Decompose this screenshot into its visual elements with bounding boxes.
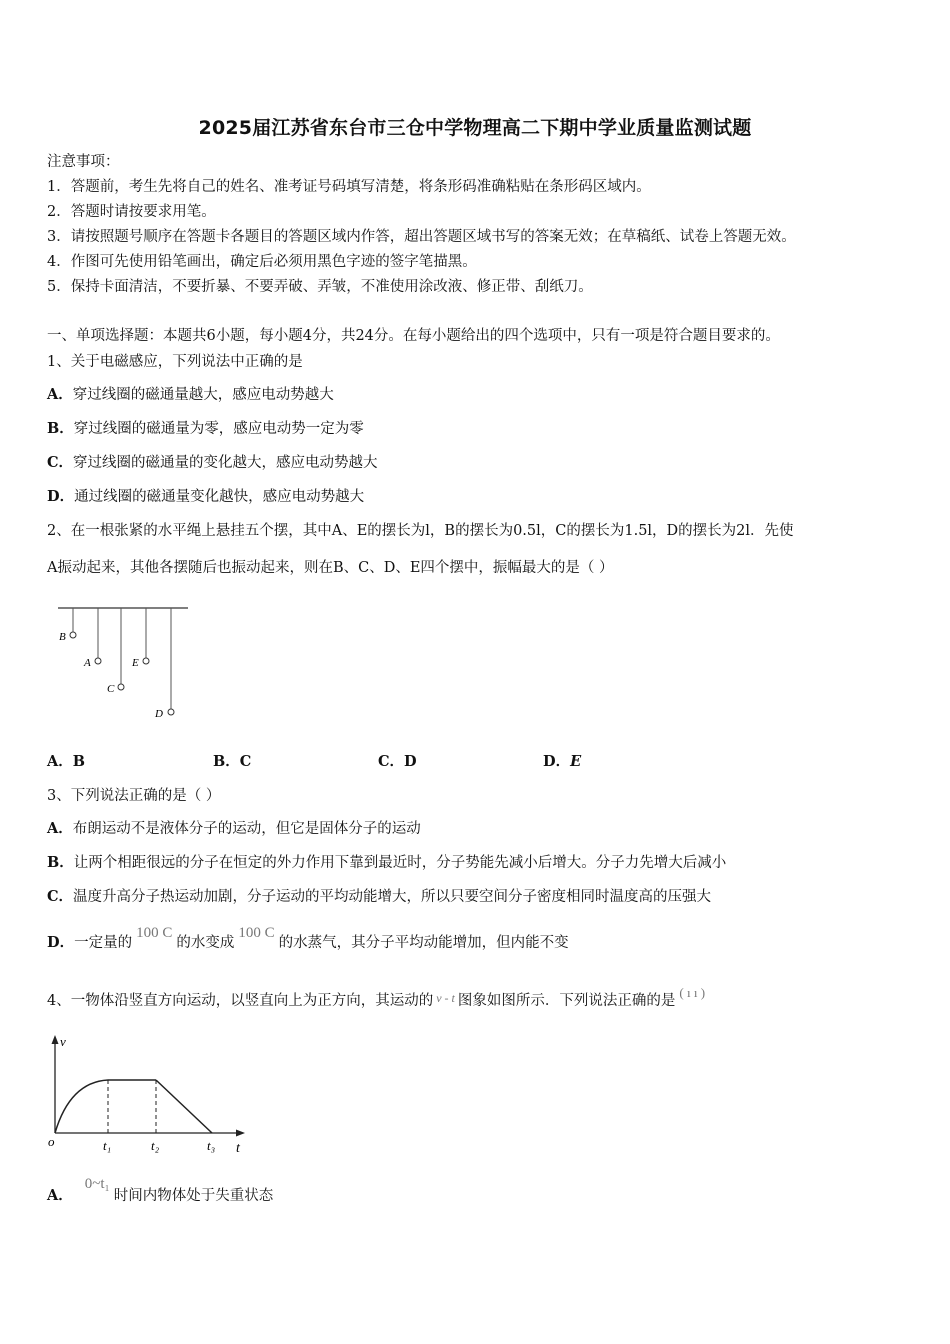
notice-item: 1．答题前，考生先将自己的姓名、准考证号码填写清楚，将条形码准确粘贴在条形码区域内。 — [47, 179, 651, 195]
option-text: B — [72, 753, 86, 770]
pendulum-figure — [55, 600, 195, 725]
option-text: 一定量的 — [74, 935, 133, 951]
q2-option-d — [543, 752, 581, 772]
option-label: D． — [47, 488, 75, 505]
pendulum-label-a: A — [84, 657, 91, 669]
label-t2: t₂ — [151, 1138, 160, 1153]
question-2-stem-line2: A振动起来，其他各摆随后也振动起来，则在B、C、D、E四个摆中，振幅最大的是（ ） — [47, 560, 614, 576]
option-label: C． — [47, 454, 74, 471]
option-label: C． — [378, 753, 405, 770]
option-text: 让两个相距很远的分子在恒定的外力作用下靠到最近时，分子势能先减小后增大。分子力先增大后减小 — [73, 855, 727, 871]
vt-formula: v - t — [436, 991, 455, 1005]
option-text: 穿过线圈的磁通量越大，感应电动势越大 — [72, 387, 334, 403]
option-text: 的水变成 — [176, 935, 235, 951]
q1-option-c — [47, 453, 378, 473]
option-text: D — [404, 753, 417, 770]
option-text: 穿过线圈的磁通量为零，感应电动势一定为零 — [73, 421, 364, 437]
q1-option-d — [47, 487, 364, 507]
option-text: 穿过线圈的磁通量的变化越大，感应电动势越大 — [73, 455, 378, 471]
time-interval-formula: 0~t₁ — [84, 1176, 110, 1192]
pendulum-bob-b — [70, 632, 76, 638]
q3-option-b — [47, 853, 726, 873]
option-label: A． — [47, 386, 73, 403]
notice-item: 4．作图可先使用铅笔画出，确定后必须用黑色字迹的签字笔描黑。 — [47, 254, 477, 270]
option-label: A． — [47, 753, 73, 770]
temperature-formula: 100 C — [136, 925, 173, 941]
q3-option-a — [47, 819, 421, 839]
label-v: v — [60, 1034, 66, 1049]
pendulum-label-d: D — [155, 708, 163, 720]
pendulum-bob-d — [168, 709, 174, 715]
option-text: E — [570, 753, 582, 770]
label-t: t — [236, 1141, 240, 1156]
vt-graph — [40, 1030, 260, 1160]
option-label: D． — [47, 934, 75, 951]
pendulum-label-b: B — [59, 631, 66, 643]
q2-option-a — [47, 752, 85, 772]
notice-item: 5．保持卡面清洁，不要折暴、不要弄破、弄皱，不准使用涂改液、修正带、刮纸刀。 — [47, 279, 593, 295]
label-t3: t₃ — [207, 1138, 216, 1153]
option-text: 温度升高分子热运动加剧，分子运动的平均动能增大，所以只要空间分子密度相同时温度高的压强大 — [73, 889, 712, 905]
option-label: B． — [213, 753, 240, 770]
option-text: 布朗运动不是液体分子的运动，但它是固体分子的运动 — [72, 821, 421, 837]
q1-option-a — [47, 385, 334, 405]
stem-text: 图象如图所示．下列说法正确的是 — [457, 993, 676, 1009]
section-heading: 一、单项选择题：本题共6小题，每小题4分，共24分。在每小题给出的四个选项中，只有一项是符合题目要求的。 — [47, 328, 780, 344]
option-label: A． — [47, 820, 73, 837]
option-label: D． — [543, 753, 571, 770]
q3-option-d — [47, 925, 569, 953]
q1-option-b — [47, 419, 364, 439]
curve-accelerating — [55, 1080, 108, 1133]
temperature-formula: 100 C — [238, 925, 275, 941]
t-axis-arrow — [236, 1130, 245, 1137]
answer-paren: ( ı ı ) — [679, 985, 706, 1000]
notice-item: 2．答题时请按要求用笔。 — [47, 204, 216, 220]
option-label: B． — [47, 420, 74, 437]
pendulum-bob-a — [95, 658, 101, 664]
notice-item: 3．请按照题号顺序在答题卡各题目的答题区域内作答，超出答题区域书写的答案无效；在草稿纸、试卷上答题无效。 — [47, 229, 796, 245]
q3-option-c — [47, 887, 711, 907]
page-title: 2025届江苏省东台市三仓中学物理高二下期中学业质量监测试题 — [198, 117, 752, 139]
option-text: 通过线圈的磁通量变化越快，感应电动势越大 — [74, 489, 365, 505]
q2-option-b — [213, 752, 251, 772]
option-text: 时间内物体处于失重状态 — [113, 1188, 274, 1204]
option-label: B． — [47, 854, 74, 871]
option-label: A． — [47, 1187, 73, 1204]
pendulum-bob-e — [143, 658, 149, 664]
notice-heading: 注意事项： — [47, 154, 120, 170]
v-axis-arrow — [52, 1035, 59, 1044]
stem-text: 4、一物体沿竖直方向运动，以竖直向上为正方向，其运动的 — [47, 993, 434, 1009]
question-4-stem — [47, 985, 706, 1011]
option-label: C． — [47, 888, 74, 905]
q4-option-a — [47, 1176, 274, 1206]
q2-option-c — [378, 752, 417, 772]
option-text: 的水蒸气，其分子平均动能增加，但内能不变 — [278, 935, 569, 951]
label-origin: o — [48, 1134, 55, 1149]
question-3-stem: 3、下列说法正确的是（ ） — [47, 788, 221, 804]
question-2-stem-line1: 2、在一根张紧的水平绳上悬挂五个摆，其中A、E的摆长为l，B的摆长为0.5l，C的摆长为1.5l，D的摆长为2l．先使 — [47, 523, 794, 539]
pendulum-label-e: E — [132, 657, 139, 669]
question-1-stem: 1、关于电磁感应，下列说法中正确的是 — [47, 354, 303, 370]
option-text: C — [239, 753, 252, 770]
line-decelerating — [156, 1080, 212, 1133]
label-t1: t₁ — [103, 1138, 112, 1153]
pendulum-bob-c — [118, 684, 124, 690]
pendulum-label-c: C — [107, 683, 115, 695]
